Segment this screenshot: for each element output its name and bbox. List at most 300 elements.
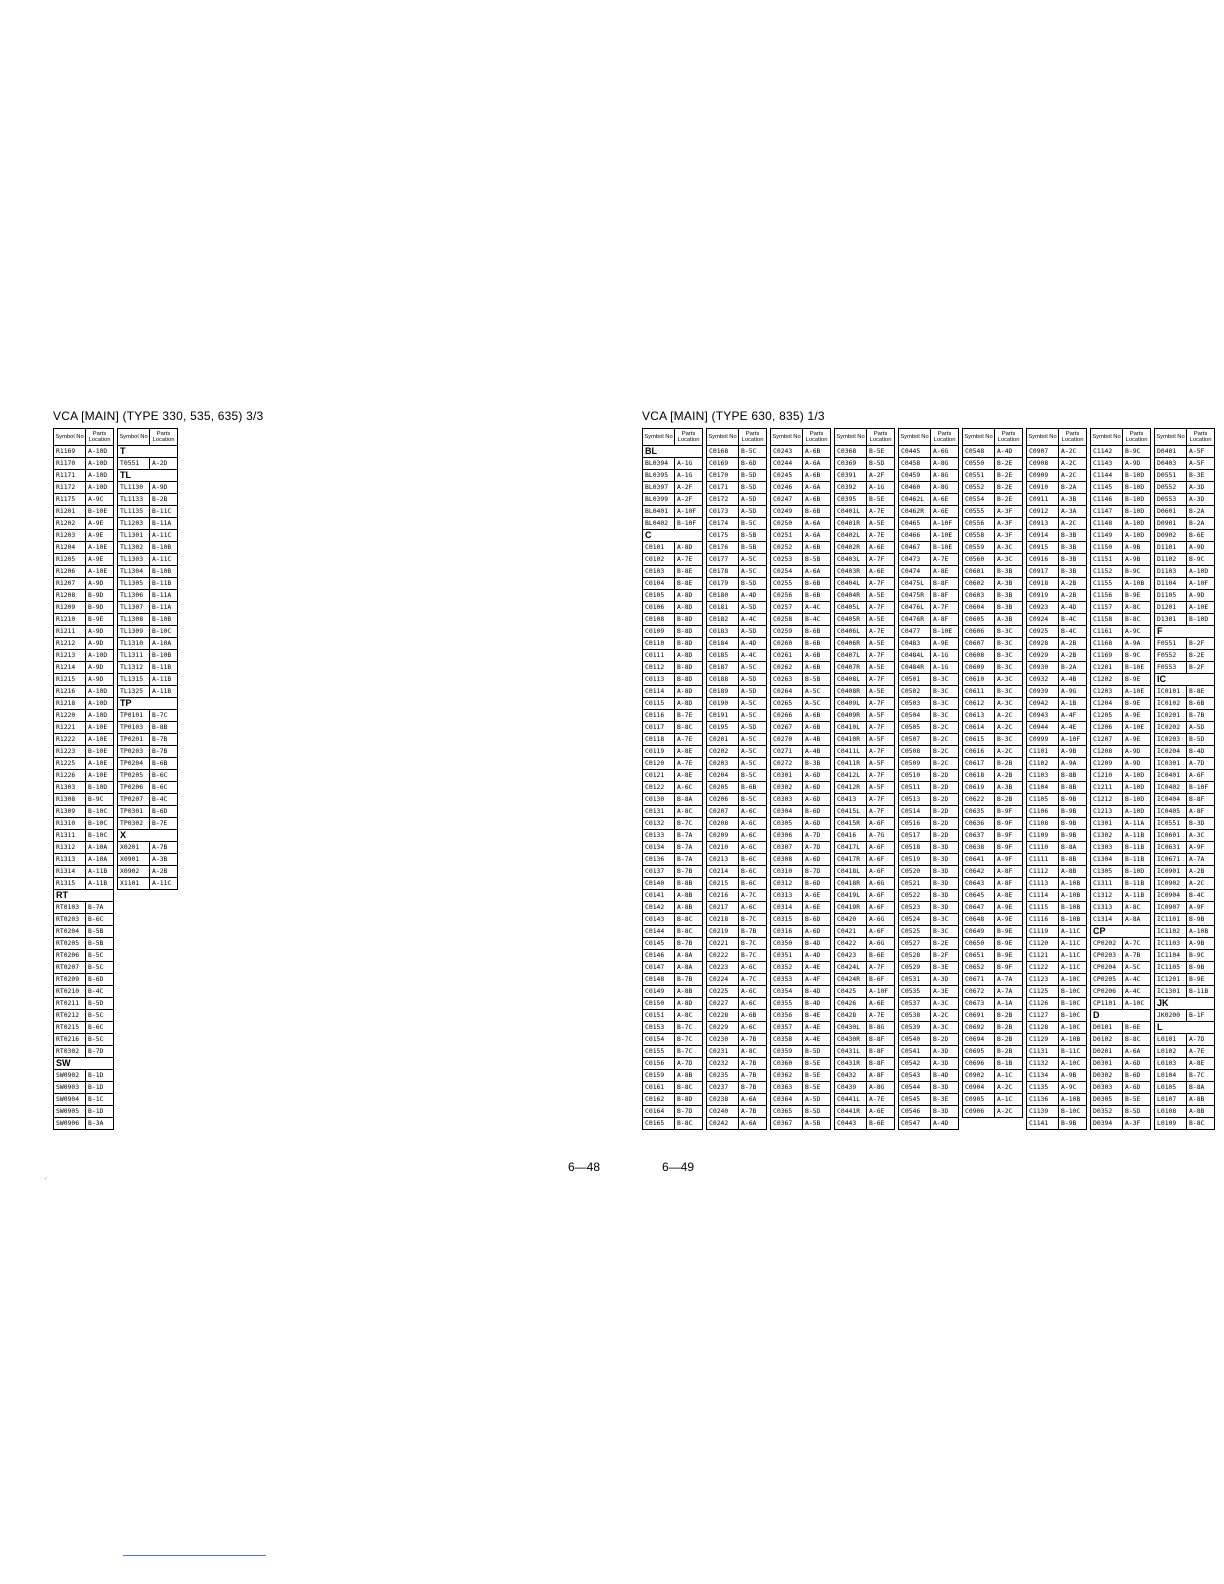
symbol-cell: X1101 [118, 878, 150, 890]
location-cell: B-6E [1187, 530, 1215, 542]
symbol-cell: C0541 [899, 1046, 931, 1058]
symbol-cell: C1305 [1091, 866, 1123, 878]
location-cell: B-3C [931, 926, 959, 938]
parts-location-table [1154, 428, 1215, 1130]
symbol-cell: C0238 [707, 1094, 739, 1106]
symbol-cell: C0176 [707, 542, 739, 554]
location-cell: B-11B [1123, 878, 1151, 890]
location-cell: A-4D [739, 638, 767, 650]
location-cell: B-1B [995, 1058, 1023, 1070]
location-cell: A-6F [867, 890, 895, 902]
location-cell: A-6D [1123, 1058, 1151, 1070]
table-row [54, 566, 114, 578]
location-cell: A-5C [739, 554, 767, 566]
symbol-cell: C0505 [899, 722, 931, 734]
location-cell: A-2B [1187, 866, 1215, 878]
table-row [707, 614, 767, 626]
location-cell: A-6E [867, 566, 895, 578]
table-row [1091, 998, 1151, 1010]
location-cell: B-5B [803, 554, 831, 566]
location-cell: A-9E [1123, 710, 1151, 722]
scan-speck [45, 1178, 46, 1179]
location-cell: A-4E [803, 1022, 831, 1034]
symbol-cell: SW0902 [54, 1070, 86, 1082]
symbol-cell: C0441L [835, 1094, 867, 1106]
location-cell: B-3B [1059, 554, 1087, 566]
location-cell: A-11B [150, 686, 178, 698]
location-cell: A-2B [995, 770, 1023, 782]
table-row [963, 662, 1023, 674]
table-row [707, 494, 767, 506]
location-cell: A-11C [1059, 962, 1087, 974]
table-row [899, 746, 959, 758]
table-row [771, 446, 831, 458]
location-cell: A-2B [1059, 578, 1087, 590]
symbol-cell: C0164 [643, 1106, 675, 1118]
column-header-symbol: Symbol No [1091, 429, 1123, 446]
location-cell: A-9G [1059, 686, 1087, 698]
symbol-cell: TL1130 [118, 482, 150, 494]
location-cell: A-9E [995, 902, 1023, 914]
table-row [771, 734, 831, 746]
symbol-cell: C0261 [771, 650, 803, 662]
table-row [54, 1010, 114, 1022]
table-row [963, 878, 1023, 890]
location-cell: B-2C [931, 758, 959, 770]
table-row [1091, 614, 1151, 626]
location-cell: A-5D [739, 494, 767, 506]
table-row [1027, 782, 1087, 794]
location-cell: B-10D [1123, 494, 1151, 506]
location-cell: A-6E [931, 506, 959, 518]
table-row [899, 1070, 959, 1082]
table-row [771, 986, 831, 998]
table-row [899, 446, 959, 458]
symbol-cell: C1141 [1027, 1118, 1059, 1130]
symbol-cell: C1114 [1027, 890, 1059, 902]
symbol-cell: C0546 [899, 1106, 931, 1118]
symbol-cell: R1311 [54, 830, 86, 842]
symbol-cell: C0443 [835, 1118, 867, 1130]
symbol-cell: R1308 [54, 794, 86, 806]
symbol-cell: RT0205 [54, 938, 86, 950]
symbol-cell: L0102 [1155, 1046, 1187, 1058]
location-cell: A-9C [1059, 1082, 1087, 1094]
location-cell: A-1A [995, 998, 1023, 1010]
symbol-cell: C0267 [771, 722, 803, 734]
location-cell: A-10D [86, 482, 114, 494]
table-row [1091, 746, 1151, 758]
symbol-cell: C0209 [707, 830, 739, 842]
symbol-cell: TL1325 [118, 686, 150, 698]
table-row [963, 674, 1023, 686]
location-cell: B-3C [931, 698, 959, 710]
symbol-cell: C0314 [771, 902, 803, 914]
location-cell: A-3B [995, 782, 1023, 794]
location-cell: A-10E [86, 734, 114, 746]
symbol-cell: C0218 [707, 914, 739, 926]
table-row [1027, 578, 1087, 590]
symbol-cell: C1205 [1091, 710, 1123, 722]
table-row [54, 506, 114, 518]
location-cell: A-8D [675, 998, 703, 1010]
table-row [963, 794, 1023, 806]
symbol-cell: C0411L [835, 746, 867, 758]
symbol-cell: C1208 [1091, 746, 1123, 758]
location-cell: A-6B [803, 710, 831, 722]
location-cell: B-9C [86, 794, 114, 806]
table-row [54, 542, 114, 554]
symbol-cell: TL1315 [118, 674, 150, 686]
symbol-cell: C0558 [963, 530, 995, 542]
symbol-cell: C1211 [1091, 782, 1123, 794]
location-cell: A-10E [86, 722, 114, 734]
symbol-cell: C0237 [707, 1082, 739, 1094]
table-row [1091, 566, 1151, 578]
symbol-cell: C0179 [707, 578, 739, 590]
location-cell: A-6A [803, 518, 831, 530]
location-cell: A-8B [675, 1070, 703, 1082]
symbol-cell: CP0203 [1091, 950, 1123, 962]
location-cell: B-9F [995, 830, 1023, 842]
symbol-cell: IC0204 [1155, 746, 1187, 758]
table-row [771, 830, 831, 842]
table-row [1155, 806, 1215, 818]
symbol-cell: C0306 [771, 830, 803, 842]
location-cell: A-7D [1187, 1034, 1215, 1046]
symbol-cell: C0149 [643, 986, 675, 998]
location-cell: A-10C [1123, 998, 1151, 1010]
location-cell: A-10E [86, 758, 114, 770]
column-header-symbol: Symbol No [54, 429, 86, 446]
symbol-cell: C0270 [771, 734, 803, 746]
location-cell: B-9E [995, 950, 1023, 962]
symbol-cell: IC0671 [1155, 854, 1187, 866]
location-cell: B-6D [803, 914, 831, 926]
location-cell: A-8B [1187, 1106, 1215, 1118]
table-row [963, 698, 1023, 710]
table-row [707, 998, 767, 1010]
location-cell: B-7E [675, 710, 703, 722]
location-cell: B-6E [867, 950, 895, 962]
location-cell: A-2C [995, 722, 1023, 734]
symbol-cell: RT0215 [54, 1022, 86, 1034]
location-cell: A-9E [995, 914, 1023, 926]
table-row [899, 938, 959, 950]
symbol-cell: C1142 [1091, 446, 1123, 458]
column-header-symbol: Symbol No [643, 429, 675, 446]
table-row [643, 890, 703, 902]
symbol-cell: C0511 [899, 782, 931, 794]
table-row [899, 674, 959, 686]
symbol-cell: C0612 [963, 698, 995, 710]
table-row [963, 938, 1023, 950]
table-row [835, 806, 895, 818]
symbol-cell: C0516 [899, 818, 931, 830]
table-row [835, 902, 895, 914]
symbol-cell: C1301 [1091, 818, 1123, 830]
symbol-cell: C0360 [771, 1058, 803, 1070]
location-cell: B-6C [150, 770, 178, 782]
symbol-cell: C0214 [707, 866, 739, 878]
group-heading-row [118, 830, 178, 842]
symbol-cell: D0901 [1155, 518, 1187, 530]
symbol-cell: C0409R [835, 710, 867, 722]
table-row [899, 734, 959, 746]
symbol-cell: C0601 [963, 566, 995, 578]
location-cell: A-6D [803, 794, 831, 806]
location-cell: A-10B [1059, 1094, 1087, 1106]
symbol-cell: C0187 [707, 662, 739, 674]
table-row [771, 914, 831, 926]
location-cell: A-6B [803, 470, 831, 482]
location-cell: B-5B [739, 530, 767, 542]
table-row [643, 842, 703, 854]
symbol-cell: C0357 [771, 1022, 803, 1034]
location-cell: B-2F [1187, 638, 1215, 650]
symbol-cell: C0188 [707, 674, 739, 686]
table-row [1091, 878, 1151, 890]
location-cell: A-11B [1123, 890, 1151, 902]
table-row [643, 698, 703, 710]
symbol-cell: C0249 [771, 506, 803, 518]
location-cell: A-8F [931, 614, 959, 626]
symbol-cell: C0538 [899, 1010, 931, 1022]
table-row [835, 458, 895, 470]
table-row [707, 818, 767, 830]
symbol-cell: X0201 [118, 842, 150, 854]
table-row [835, 962, 895, 974]
symbol-cell: IC0301 [1155, 758, 1187, 770]
parts-location-table [962, 428, 1023, 1118]
table-row [1091, 710, 1151, 722]
symbol-cell: C0551 [963, 470, 995, 482]
location-cell: A-4D [995, 446, 1023, 458]
location-cell: A-8E [675, 746, 703, 758]
location-cell: B-2D [931, 818, 959, 830]
table-row [835, 1034, 895, 1046]
table-row [771, 578, 831, 590]
location-cell: A-7F [867, 698, 895, 710]
table-row [771, 770, 831, 782]
table-row [963, 1058, 1023, 1070]
location-cell: B-5B [739, 542, 767, 554]
symbol-cell: C0650 [963, 938, 995, 950]
symbol-cell: R1225 [54, 758, 86, 770]
table-row [707, 962, 767, 974]
table-row [771, 1046, 831, 1058]
location-cell: B-11C [1059, 1046, 1087, 1058]
location-cell: B-2D [931, 830, 959, 842]
location-cell: B-7B [150, 746, 178, 758]
table-row [1027, 590, 1087, 602]
table-row [1091, 830, 1151, 842]
table-row [118, 626, 178, 638]
table-row [1155, 890, 1215, 902]
table-row [1027, 998, 1087, 1010]
symbol-cell: C1106 [1027, 806, 1059, 818]
symbol-cell: D1103 [1155, 566, 1187, 578]
location-cell: A-6C [739, 806, 767, 818]
symbol-cell: C0408R [835, 686, 867, 698]
location-cell: A-10D [1123, 518, 1151, 530]
table-row [835, 1070, 895, 1082]
symbol-cell: C0133 [643, 830, 675, 842]
table-row [1091, 578, 1151, 590]
table-row [1027, 1082, 1087, 1094]
location-cell: B-10C [86, 830, 114, 842]
table-row [899, 854, 959, 866]
table-row [835, 638, 895, 650]
location-cell: B-8C [675, 1118, 703, 1130]
table-row [707, 974, 767, 986]
table-row [1027, 602, 1087, 614]
location-cell: B-2E [1187, 650, 1215, 662]
table-row [835, 818, 895, 830]
location-cell: B-1D [86, 1070, 114, 1082]
location-cell: B-9E [995, 938, 1023, 950]
symbol-cell: C0316 [771, 926, 803, 938]
table-row [707, 878, 767, 890]
table-row [1027, 626, 1087, 638]
symbol-cell: C0156 [643, 1058, 675, 1070]
symbol-cell: C1206 [1091, 722, 1123, 734]
symbol-cell: C0415L [835, 806, 867, 818]
location-cell: B-6B [803, 578, 831, 590]
location-cell: A-9E [86, 530, 114, 542]
table-row [54, 794, 114, 806]
symbol-cell: C0315 [771, 914, 803, 926]
table-row [707, 986, 767, 998]
symbol-cell: C0420 [835, 914, 867, 926]
table-row [118, 686, 178, 698]
location-cell: A-3D [1187, 482, 1215, 494]
symbol-cell: C0169 [707, 458, 739, 470]
location-cell: A-9B [1187, 938, 1215, 950]
symbol-cell: F0552 [1155, 650, 1187, 662]
location-cell: A-7B [739, 1058, 767, 1070]
group-heading: T [118, 446, 178, 458]
symbol-cell: C1102 [1027, 758, 1059, 770]
table-row [771, 590, 831, 602]
symbol-cell: C0672 [963, 986, 995, 998]
location-cell: B-5D [1187, 734, 1215, 746]
table-row [1155, 566, 1215, 578]
symbol-cell: C1202 [1091, 674, 1123, 686]
table-row [899, 494, 959, 506]
table-row [963, 806, 1023, 818]
location-cell: B-8C [675, 926, 703, 938]
symbol-cell: X0902 [118, 866, 150, 878]
table-row [118, 518, 178, 530]
location-cell: B-3A [86, 1118, 114, 1130]
table-row [643, 1046, 703, 1058]
location-cell: A-8A [1123, 914, 1151, 926]
table-row [1027, 962, 1087, 974]
table-row [54, 1022, 114, 1034]
table-row [1155, 650, 1215, 662]
table-row [1027, 446, 1087, 458]
location-cell: A-3C [995, 542, 1023, 554]
table-row [54, 830, 114, 842]
table-row [1027, 914, 1087, 926]
table-row [707, 710, 767, 722]
location-cell: B-7A [675, 854, 703, 866]
location-cell: A-7G [867, 830, 895, 842]
table-row [1155, 494, 1215, 506]
symbol-cell: R1218 [54, 698, 86, 710]
location-cell: B-7C [675, 1022, 703, 1034]
location-cell: A-4F [1059, 710, 1087, 722]
table-row [899, 626, 959, 638]
location-cell: A-6B [739, 1010, 767, 1022]
location-cell: B-11A [150, 602, 178, 614]
table-row [643, 566, 703, 578]
symbol-cell: C0255 [771, 578, 803, 590]
table-row [1027, 494, 1087, 506]
symbol-cell: C1126 [1027, 998, 1059, 1010]
symbol-cell: TP0203 [118, 746, 150, 758]
table-row [118, 578, 178, 590]
table-row [1155, 1058, 1215, 1070]
table-row [707, 1094, 767, 1106]
table-row [1091, 554, 1151, 566]
location-cell: A-5E [867, 686, 895, 698]
location-cell: A-5C [739, 662, 767, 674]
symbol-cell: C1203 [1091, 686, 1123, 698]
table-row [963, 710, 1023, 722]
location-cell: A-11C [1059, 950, 1087, 962]
page-number-left: 6—48 [568, 1160, 601, 1174]
table-row [54, 482, 114, 494]
table-row [1027, 1034, 1087, 1046]
location-cell: A-5D [739, 722, 767, 734]
symbol-cell: C1145 [1091, 482, 1123, 494]
symbol-cell: C0552 [963, 482, 995, 494]
table-row [771, 878, 831, 890]
location-cell: A-8B [675, 890, 703, 902]
location-cell: A-8D [675, 602, 703, 614]
location-cell: A-8F [995, 866, 1023, 878]
table-row [835, 482, 895, 494]
table-row [1091, 494, 1151, 506]
location-cell: B-1C [86, 1094, 114, 1106]
table-row [963, 746, 1023, 758]
location-cell: B-3C [995, 650, 1023, 662]
table-row [771, 542, 831, 554]
table-row [643, 686, 703, 698]
symbol-cell: C0263 [771, 674, 803, 686]
table-row [1155, 854, 1215, 866]
symbol-cell: R1209 [54, 602, 86, 614]
symbol-cell: C0112 [643, 662, 675, 674]
table-row [1091, 638, 1151, 650]
location-cell: B-9E [1123, 590, 1151, 602]
location-cell: B-11B [1123, 842, 1151, 854]
symbol-cell: C1122 [1027, 962, 1059, 974]
symbol-cell: C0405L [835, 602, 867, 614]
table-row [1091, 590, 1151, 602]
table-row [899, 1034, 959, 1046]
table-row [1155, 842, 1215, 854]
table-row [707, 458, 767, 470]
symbol-cell: C0401R [835, 518, 867, 530]
table-row [643, 734, 703, 746]
group-heading: SW [54, 1058, 114, 1070]
symbol-cell: C0608 [963, 650, 995, 662]
symbol-cell: C0258 [771, 614, 803, 626]
table-row [118, 878, 178, 890]
